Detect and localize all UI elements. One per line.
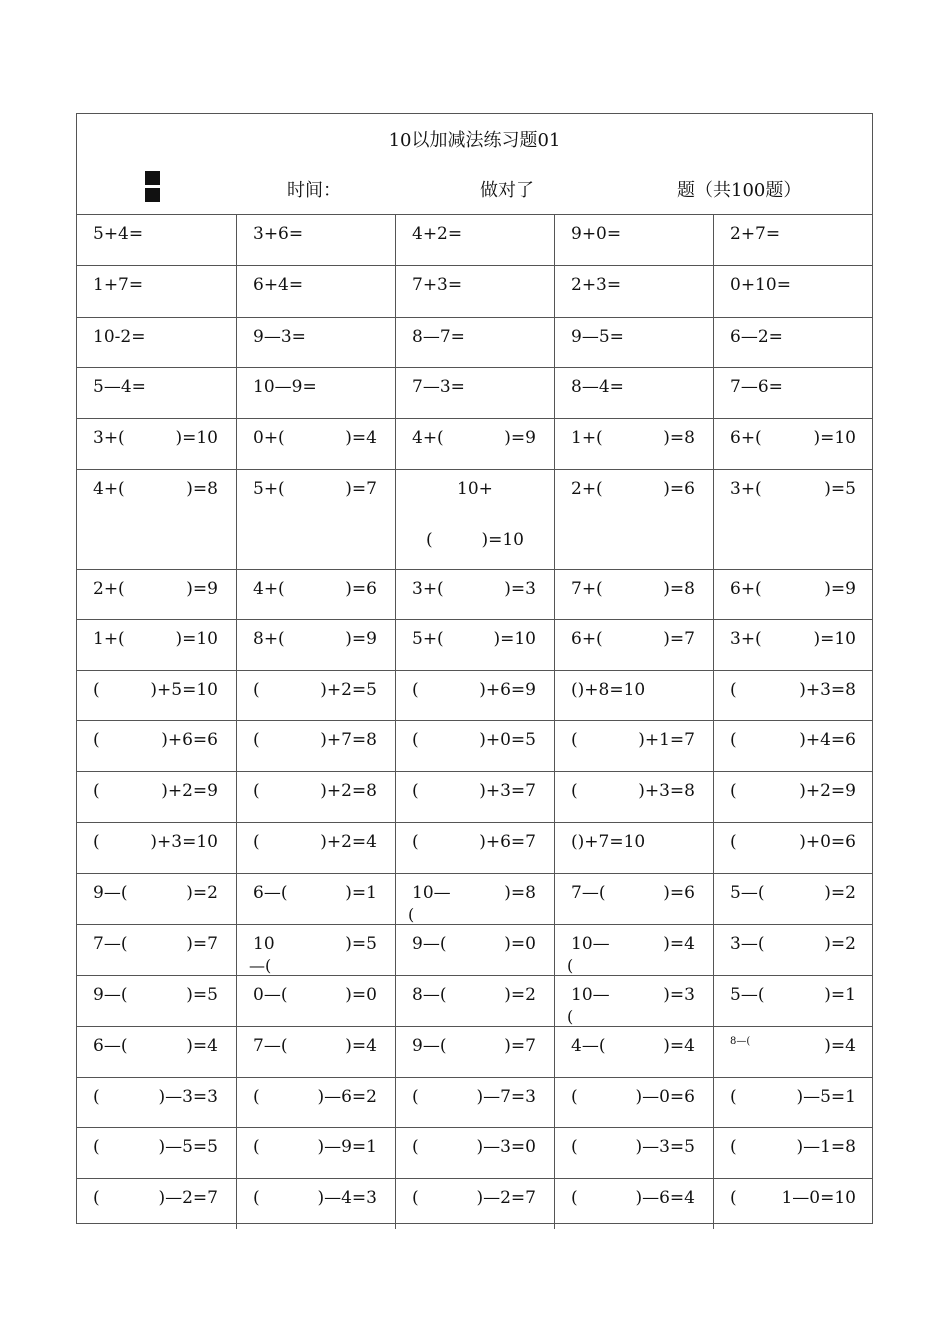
problem-text: ( xyxy=(253,680,260,700)
problem-text: ( xyxy=(571,1188,578,1208)
problem-text: )=10 xyxy=(813,428,856,448)
table-row xyxy=(77,318,872,368)
problem-text: )=0 xyxy=(504,934,536,954)
problem-text: 3+( xyxy=(730,629,762,649)
exercise-cell xyxy=(714,266,874,317)
exercise-cell xyxy=(77,318,237,367)
problem-text: 6+4= xyxy=(253,275,304,295)
exercise-cell xyxy=(237,1027,396,1077)
exercise-cell xyxy=(77,419,237,469)
problem-text: 9+0= xyxy=(571,224,622,244)
exercise-cell xyxy=(396,1078,555,1127)
exercise-cell xyxy=(714,823,874,873)
worksheet-header xyxy=(77,114,872,215)
problem-text: )+3=8 xyxy=(799,680,856,700)
problem-text: )—3=5 xyxy=(635,1137,695,1157)
exercise-cell xyxy=(396,1128,555,1178)
table-row xyxy=(77,215,872,266)
exercise-cell xyxy=(237,772,396,822)
exercise-cell xyxy=(237,1179,396,1229)
exercise-cell xyxy=(714,1027,874,1077)
exercise-cell xyxy=(77,368,237,418)
problem-text: 6—( xyxy=(93,1036,128,1056)
exercise-cell xyxy=(555,721,714,771)
problem-text: )=10 xyxy=(493,629,536,649)
exercise-cell xyxy=(396,620,555,670)
problem-text: )—2=7 xyxy=(476,1188,536,1208)
problem-text: )=1 xyxy=(824,985,856,1005)
problem-text: )=10 xyxy=(813,629,856,649)
exercise-cell xyxy=(237,1078,396,1127)
table-row xyxy=(77,1179,872,1229)
exercise-cell xyxy=(396,721,555,771)
problem-text: )+6=7 xyxy=(479,832,536,852)
problem-text: ( xyxy=(412,730,419,750)
exercise-cell xyxy=(714,1179,874,1229)
problem-text: 10— xyxy=(571,985,610,1005)
table-row xyxy=(77,266,872,318)
table-row xyxy=(77,620,872,671)
exercise-cell xyxy=(714,976,874,1026)
problem-text: 9—( xyxy=(412,1036,447,1056)
problem-text: )=2 xyxy=(504,985,536,1005)
problem-text: ( xyxy=(567,956,574,975)
exercise-cell xyxy=(77,823,237,873)
problem-text: )—4=3 xyxy=(317,1188,377,1208)
problem-text: 7—6= xyxy=(730,377,783,397)
problem-text: 7—( xyxy=(253,1036,288,1056)
problem-text: 0—( xyxy=(253,985,288,1005)
problem-text: )=10 xyxy=(175,428,218,448)
problem-text: )=4 xyxy=(186,1036,218,1056)
problem-text: )+2=8 xyxy=(320,781,377,801)
problem-text: )=5 xyxy=(824,479,856,499)
table-row xyxy=(77,470,872,570)
problem-text: 6—2= xyxy=(730,327,783,347)
exercise-cell xyxy=(714,671,874,720)
exercise-cell xyxy=(555,1128,714,1178)
exercise-cell xyxy=(396,318,555,367)
problem-text: )=8 xyxy=(186,479,218,499)
exercise-cell xyxy=(396,1027,555,1077)
problem-text: )—2=7 xyxy=(158,1188,218,1208)
exercise-cell xyxy=(555,772,714,822)
worksheet xyxy=(76,113,873,1224)
problem-text: ( xyxy=(93,1087,100,1107)
problem-text: )+2=5 xyxy=(320,680,377,700)
problem-text: ( xyxy=(730,680,737,700)
problem-text: ( xyxy=(412,832,419,852)
problem-text: ( xyxy=(253,1188,260,1208)
problem-text: ( xyxy=(567,1007,574,1026)
exercise-cell xyxy=(396,772,555,822)
problem-text: ( xyxy=(426,530,433,550)
problem-text: )=0 xyxy=(345,985,377,1005)
exercise-cell xyxy=(396,266,555,317)
exercise-cell xyxy=(237,570,396,619)
exercise-cell xyxy=(237,620,396,670)
problem-text: )=6 xyxy=(345,579,377,599)
exercise-cell xyxy=(555,823,714,873)
problem-text: 9—5= xyxy=(571,327,624,347)
problem-text: )—3=3 xyxy=(158,1087,218,1107)
problem-text: ()+7=10 xyxy=(571,832,646,852)
table-row xyxy=(77,1027,872,1078)
exercise-cell xyxy=(77,570,237,619)
exercise-cell xyxy=(396,215,555,265)
problem-text: 7—( xyxy=(93,934,128,954)
problem-text: ( xyxy=(412,1087,419,1107)
problem-text: )=9 xyxy=(345,629,377,649)
exercise-cell xyxy=(77,620,237,670)
time-label: 时间： xyxy=(287,180,341,201)
problem-text: ( xyxy=(253,1087,260,1107)
exercise-cell xyxy=(555,470,714,569)
exercise-cell xyxy=(714,721,874,771)
table-row xyxy=(77,823,872,874)
problem-text: ( xyxy=(412,781,419,801)
exercise-cell xyxy=(77,925,237,975)
correct-label: 做对了 xyxy=(480,180,534,201)
exercise-cell xyxy=(237,419,396,469)
exercise-cell xyxy=(396,671,555,720)
exercise-cell xyxy=(714,620,874,670)
problem-text: )=4 xyxy=(345,1036,377,1056)
exercise-cell xyxy=(714,570,874,619)
problem-text: 1+7= xyxy=(93,275,144,295)
problem-text: 1—0=10 xyxy=(781,1188,856,1208)
problem-text: )—9=1 xyxy=(317,1137,377,1157)
exercise-cell xyxy=(77,215,237,265)
exercise-cell xyxy=(555,318,714,367)
exercise-cell xyxy=(396,976,555,1026)
problem-text: )=3 xyxy=(504,579,536,599)
problem-text: ( xyxy=(730,832,737,852)
problem-text: ( xyxy=(93,730,100,750)
problem-text: 4+( xyxy=(412,428,444,448)
problem-text: ( xyxy=(93,1188,100,1208)
problem-text: 3+( xyxy=(412,579,444,599)
exercise-cell xyxy=(714,1128,874,1178)
exercise-cell xyxy=(555,620,714,670)
exercise-cell xyxy=(555,874,714,924)
problem-text: )+1=7 xyxy=(638,730,695,750)
exercise-cell xyxy=(77,721,237,771)
exercise-cell xyxy=(396,823,555,873)
problem-text: —( xyxy=(249,956,272,975)
problem-text: )+3=8 xyxy=(638,781,695,801)
problem-text: 5—4= xyxy=(93,377,146,397)
problem-text: )+2=9 xyxy=(161,781,218,801)
exercise-cell xyxy=(237,874,396,924)
problem-text: 8—( xyxy=(730,1036,751,1047)
problem-text: )=10 xyxy=(481,530,524,550)
problem-text: ( xyxy=(408,905,415,924)
problem-text: )=3 xyxy=(663,985,695,1005)
problem-text: )=5 xyxy=(345,934,377,954)
exercise-cell xyxy=(555,976,714,1026)
exercise-cell xyxy=(237,823,396,873)
problem-text: 4+( xyxy=(93,479,125,499)
problem-text: )=2 xyxy=(824,883,856,903)
table-row xyxy=(77,874,872,925)
problem-text: 1+( xyxy=(571,428,603,448)
problem-text: )=5 xyxy=(186,985,218,1005)
exercise-cell xyxy=(237,671,396,720)
problem-text: ( xyxy=(730,1087,737,1107)
problem-text: )=9 xyxy=(186,579,218,599)
problem-text: 9—( xyxy=(93,985,128,1005)
problem-text: 1+( xyxy=(93,629,125,649)
problem-text: 2+( xyxy=(93,579,125,599)
exercise-cell xyxy=(714,368,874,418)
exercise-cell xyxy=(237,368,396,418)
table-row xyxy=(77,419,872,470)
exercise-cell xyxy=(77,266,237,317)
problem-text: )=4 xyxy=(824,1036,856,1056)
table-row xyxy=(77,925,872,976)
problem-text: ( xyxy=(93,1137,100,1157)
exercise-cell xyxy=(77,772,237,822)
problem-text: )=2 xyxy=(824,934,856,954)
problem-text: 7—( xyxy=(571,883,606,903)
problem-text: )=7 xyxy=(663,629,695,649)
table-row xyxy=(77,671,872,721)
problem-text: )=9 xyxy=(824,579,856,599)
problem-text: 10— xyxy=(571,934,610,954)
problem-text: )+3=7 xyxy=(479,781,536,801)
exercise-cell xyxy=(714,470,874,569)
problem-text: )=7 xyxy=(504,1036,536,1056)
problem-text: 6—( xyxy=(253,883,288,903)
problem-text: )=8 xyxy=(504,883,536,903)
problem-text: ( xyxy=(253,1137,260,1157)
problem-text: 8—4= xyxy=(571,377,624,397)
problem-text: 4+2= xyxy=(412,224,463,244)
exercise-cell xyxy=(396,419,555,469)
problem-text: 8—7= xyxy=(412,327,465,347)
problem-text: )—5=5 xyxy=(158,1137,218,1157)
problem-text: 3+6= xyxy=(253,224,304,244)
problem-text: ( xyxy=(730,730,737,750)
problem-text: 10+ xyxy=(457,479,493,499)
problem-text: )=4 xyxy=(663,934,695,954)
exercise-cell xyxy=(237,721,396,771)
problem-text: 5+4= xyxy=(93,224,144,244)
problem-text: ( xyxy=(730,781,737,801)
problem-text: ( xyxy=(93,680,100,700)
exercise-cell xyxy=(396,368,555,418)
exercise-cell xyxy=(555,266,714,317)
exercise-cell xyxy=(237,266,396,317)
exercise-cell xyxy=(77,1078,237,1127)
exercise-cell xyxy=(237,318,396,367)
problem-text: 5+( xyxy=(412,629,444,649)
problem-text: ( xyxy=(412,680,419,700)
exercise-cell xyxy=(555,1179,714,1229)
problem-text: 4+( xyxy=(253,579,285,599)
problem-text: ()+8=10 xyxy=(571,680,646,700)
problem-text: )—7=3 xyxy=(476,1087,536,1107)
problem-text: 2+3= xyxy=(571,275,622,295)
problem-text: ( xyxy=(93,781,100,801)
problem-text: ( xyxy=(571,730,578,750)
exercise-cell xyxy=(555,1027,714,1077)
exercise-cell xyxy=(237,925,396,975)
problem-text: )+2=4 xyxy=(320,832,377,852)
problem-text: )=6 xyxy=(663,479,695,499)
problem-text: 7+( xyxy=(571,579,603,599)
exercise-cell xyxy=(714,925,874,975)
exercise-cell xyxy=(714,772,874,822)
problem-text: 3+( xyxy=(93,428,125,448)
problem-text: 3+( xyxy=(730,479,762,499)
problem-text: 8+( xyxy=(253,629,285,649)
page-title: 10以加减法练习题01 xyxy=(388,130,561,151)
table-row xyxy=(77,772,872,823)
exercise-cell xyxy=(714,419,874,469)
table-row xyxy=(77,976,872,1027)
problem-text: 7—3= xyxy=(412,377,465,397)
problem-text: 10-2= xyxy=(93,327,146,347)
exercise-cell xyxy=(77,470,237,569)
problem-text: ( xyxy=(571,1137,578,1157)
problem-text: )=1 xyxy=(345,883,377,903)
exercise-cell xyxy=(77,874,237,924)
problem-text: ( xyxy=(571,1087,578,1107)
problem-text: )=7 xyxy=(186,934,218,954)
problem-text: ( xyxy=(253,730,260,750)
problem-text: 7+3= xyxy=(412,275,463,295)
problem-text: ( xyxy=(571,781,578,801)
problem-text: 8—( xyxy=(412,985,447,1005)
problem-text: )=8 xyxy=(663,579,695,599)
problem-text: 10— xyxy=(412,883,451,903)
problem-text: 2+7= xyxy=(730,224,781,244)
exercise-cell xyxy=(77,1027,237,1077)
black-squares-icon xyxy=(145,171,161,205)
exercise-cell xyxy=(555,368,714,418)
exercise-cell xyxy=(396,570,555,619)
problem-text: 5+( xyxy=(253,479,285,499)
problem-text: 3—( xyxy=(730,934,765,954)
problem-text: )—0=6 xyxy=(635,1087,695,1107)
problem-text: ( xyxy=(412,1137,419,1157)
exercise-cell xyxy=(555,419,714,469)
exercise-cell xyxy=(396,1179,555,1229)
problem-text: 6+( xyxy=(730,579,762,599)
problem-text: 5—( xyxy=(730,985,765,1005)
exercise-cell xyxy=(237,470,396,569)
problem-text: )=8 xyxy=(663,428,695,448)
exercise-cell xyxy=(396,470,555,569)
problem-text: )=7 xyxy=(345,479,377,499)
problem-text: 10 xyxy=(253,934,275,954)
exercise-cell xyxy=(714,1078,874,1127)
exercise-cell xyxy=(77,1179,237,1229)
problem-text: )+0=6 xyxy=(799,832,856,852)
problem-text: 0+( xyxy=(253,428,285,448)
problem-text: )—3=0 xyxy=(476,1137,536,1157)
problem-text: )+0=5 xyxy=(479,730,536,750)
exercise-cell xyxy=(555,1078,714,1127)
exercise-cell xyxy=(555,671,714,720)
table-row xyxy=(77,1078,872,1128)
problem-text: ( xyxy=(730,1137,737,1157)
exercise-cell xyxy=(237,215,396,265)
exercise-cell xyxy=(555,215,714,265)
exercise-cell xyxy=(77,1128,237,1178)
problem-text: )—6=4 xyxy=(635,1188,695,1208)
exercise-cell xyxy=(555,570,714,619)
problem-text: ( xyxy=(253,832,260,852)
problem-text: 9—( xyxy=(93,883,128,903)
problem-text: 6+( xyxy=(571,629,603,649)
problem-text: )=6 xyxy=(663,883,695,903)
problem-text: 2+( xyxy=(571,479,603,499)
exercise-cell xyxy=(714,874,874,924)
problem-text: )+5=10 xyxy=(150,680,218,700)
exercise-cell xyxy=(77,671,237,720)
problem-text: )=2 xyxy=(186,883,218,903)
problem-text: 5—( xyxy=(730,883,765,903)
problem-text: 0+10= xyxy=(730,275,791,295)
exercise-cell xyxy=(396,874,555,924)
problem-text: 10—9= xyxy=(253,377,317,397)
problem-text: 9—3= xyxy=(253,327,306,347)
problem-text: )+2=9 xyxy=(799,781,856,801)
exercise-cell xyxy=(714,318,874,367)
problem-text: )=10 xyxy=(175,629,218,649)
problem-text: )+6=9 xyxy=(479,680,536,700)
problem-text: )=9 xyxy=(504,428,536,448)
problem-text: ( xyxy=(253,781,260,801)
total-label: 题（共100题） xyxy=(677,180,802,201)
problem-text: )—6=2 xyxy=(317,1087,377,1107)
problem-text: ( xyxy=(93,832,100,852)
problem-text: )+3=10 xyxy=(150,832,218,852)
table-row xyxy=(77,570,872,620)
problem-text: )—1=8 xyxy=(796,1137,856,1157)
exercise-cell xyxy=(555,925,714,975)
table-row xyxy=(77,368,872,419)
exercise-cell xyxy=(396,925,555,975)
exercise-cell xyxy=(77,976,237,1026)
problem-text: )+4=6 xyxy=(799,730,856,750)
problem-text: )=4 xyxy=(663,1036,695,1056)
exercise-cell xyxy=(237,1128,396,1178)
problem-text: ( xyxy=(412,1188,419,1208)
problem-text: 9—( xyxy=(412,934,447,954)
problem-text: )—5=1 xyxy=(796,1087,856,1107)
problem-text: )+7=8 xyxy=(320,730,377,750)
problem-text: 4—( xyxy=(571,1036,606,1056)
table-row xyxy=(77,721,872,772)
exercise-cell xyxy=(237,976,396,1026)
problem-text: 6+( xyxy=(730,428,762,448)
problem-text: ( xyxy=(730,1188,737,1208)
problem-text: )+6=6 xyxy=(161,730,218,750)
exercise-cell xyxy=(714,215,874,265)
table-row xyxy=(77,1128,872,1179)
problem-text: )=4 xyxy=(345,428,377,448)
